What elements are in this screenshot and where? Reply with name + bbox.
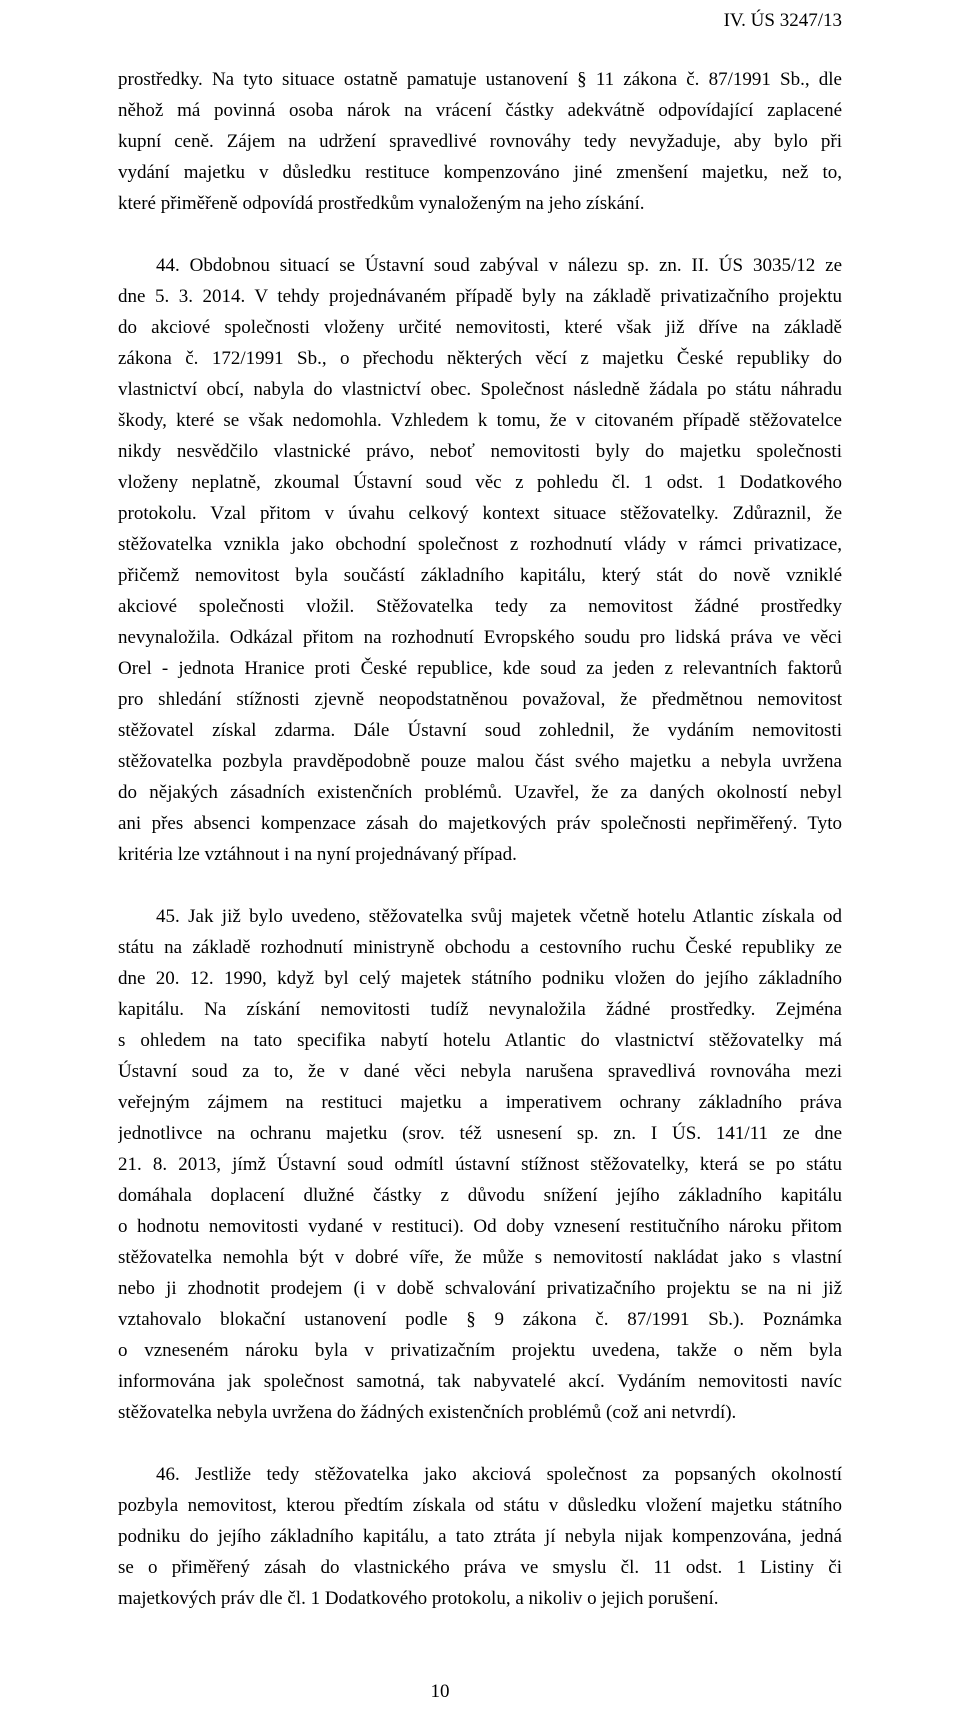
text-line: 21. 8. 2013, jímž Ústavní soud odmítl ústavní stížnost stěžovatelky, která se po státu — [118, 1154, 842, 1175]
text-line: stěžovatelka nebyla uvržena do žádných existenčních problémů (což ani netvrdí). — [118, 1402, 737, 1423]
text-line: s ohledem na tato specifika nabytí hotelu Atlantic do vlastnictví stěžovatelky má — [118, 1030, 842, 1051]
page-number: 10 — [430, 1681, 450, 1702]
case-number-header: IV. ÚS 3247/13 — [723, 10, 842, 31]
text-line: ani přes absenci kompenzace zásah do majetkových práv společnosti nepřiměřený. Tyto — [118, 813, 842, 834]
text-line: o vzneseném nároku byla v privatizačním projektu uvedena, takže o něm byla — [118, 1340, 842, 1361]
text-line: jednotlivce na ochranu majetku (srov. též usnesení sp. zn. I ÚS. 141/11 ze dne — [118, 1123, 842, 1144]
text-line: domáhala doplacení dlužné částky z důvodu snížení jejího základního kapitálu — [118, 1185, 842, 1206]
text-line: dne 20. 12. 1990, když byl celý majetek státního podniku vložen do jejího základního — [118, 968, 842, 989]
text-line: vztahovalo blokační ustanovení podle § 9 zákona č. 87/1991 Sb.). Poznámka — [118, 1309, 842, 1330]
text-line: 44. Obdobnou situací se Ústavní soud zabýval v nálezu sp. zn. II. ÚS 3035/12 ze — [156, 255, 842, 276]
text-line: stěžovatelka nemohla být v dobré víře, že může s nemovitostí nakládat jako s vlastní — [118, 1247, 842, 1268]
text-line: kapitálu. Na získání nemovitosti tudíž nevynaložila žádné prostředky. Zejména — [118, 999, 842, 1020]
text-line: kupní ceně. Zájem na udržení spravedlivé rovnováhy tedy nevyžaduje, aby bylo při — [118, 131, 842, 152]
text-line: informována jak společnost samotná, tak nabyvatelé akcí. Vydáním nemovitosti navíc — [118, 1371, 842, 1392]
text-line: státu na základě rozhodnutí ministryně obchodu a cestovního ruchu České republiky ze — [118, 937, 842, 958]
text-line: stěžovatelka vznikla jako obchodní společnost z rozhodnutí vlády v rámci privatizace, — [118, 534, 842, 555]
text-line: stěžovatelka pozbyla pravděpodobně pouze malou část svého majetku a nebyla uvržena — [118, 751, 842, 772]
text-line: veřejným zájmem na restituci majetku a imperativem ochrany základního práva — [118, 1092, 842, 1113]
text-line: se o přiměřený zásah do vlastnického práva ve smyslu čl. 11 odst. 1 Listiny či — [118, 1557, 842, 1578]
text-line: přičemž nemovitost byla součástí základního kapitálu, který stát do nově vzniklé — [118, 565, 842, 586]
text-line: 46. Jestliže tedy stěžovatelka jako akciová společnost za popsaných okolností — [156, 1464, 842, 1485]
document-body — [118, 64, 842, 1645]
text-line: nikdy nesvědčilo vlastnické právo, neboť nemovitosti byly do majetku společnosti — [118, 441, 842, 462]
text-line: majetkových práv dle čl. 1 Dodatkového protokolu, a nikoliv o jejich porušení. — [118, 1588, 719, 1609]
text-line: vlastnictví obcí, nabyla do vlastnictví obec. Společnost následně žádala po státu náhradu — [118, 379, 842, 400]
text-line: podniku do jejího základního kapitálu, a tato ztráta jí nebyla nijak kompenzována, jedná — [118, 1526, 842, 1547]
text-line: vloženy neplatně, zkoumal Ústavní soud věc z pohledu čl. 1 odst. 1 Dodatkového — [118, 472, 842, 493]
text-line: pozbyla nemovitost, kterou předtím získala od státu v důsledku vložení majetku státního — [118, 1495, 842, 1516]
text-line: škody, které se však nedomohla. Vzhledem k tomu, že v citovaném případě stěžovatelce — [118, 410, 842, 431]
text-line: pro shledání stížnosti zjevně neopodstatněnou považoval, že předmětnou nemovitost — [118, 689, 842, 710]
text-line: prostředky. Na tyto situace ostatně pamatuje ustanovení § 11 zákona č. 87/1991 Sb., dle — [118, 69, 842, 90]
text-line: něhož má povinná osoba nárok na vrácení částky adekvátně odpovídající zaplacené — [118, 100, 842, 121]
text-line: nebo ji zhodnotit prodejem (i v době schvalování privatizačního projektu se na ni již — [118, 1278, 842, 1299]
text-line: vydání majetku v důsledku restituce kompenzováno jiné zmenšení majetku, než to, — [118, 162, 842, 183]
text-line: kritéria lze vztáhnout i na nyní projednávaný případ. — [118, 844, 517, 865]
paragraph — [118, 901, 842, 1428]
paragraph-continuation — [118, 64, 842, 219]
text-line: nevynaložila. Odkázal přitom na rozhodnutí Evropského soudu pro lidská práva ve věci — [118, 627, 842, 648]
text-line: zákona č. 172/1991 Sb., o přechodu některých věcí z majetku České republiky do — [118, 348, 842, 369]
text-line: do nějakých zásadních existenčních problémů. Uzavřel, že za daných okolností nebyl — [118, 782, 842, 803]
text-line: 45. Jak již bylo uvedeno, stěžovatelka svůj majetek včetně hotelu Atlantic získala od — [156, 906, 842, 927]
text-line: Orel - jednota Hranice proti České republice, kde soud za jeden z relevantních faktorů — [118, 658, 842, 679]
text-line: akciové společnosti vložil. Stěžovatelka tedy za nemovitost žádné prostředky — [118, 596, 842, 617]
text-line: dne 5. 3. 2014. V tehdy projednávaném případě byly na základě privatizačního projektu — [118, 286, 842, 307]
text-line: stěžovatel získal zdarma. Dále Ústavní soud zohlednil, že vydáním nemovitosti — [118, 720, 842, 741]
text-line: Ústavní soud za to, že v dané věci nebyla narušena spravedlivá rovnováha mezi — [118, 1061, 842, 1082]
text-line: o hodnotu nemovitosti vydané v restituci). Od doby vznesení restitučního nároku přitom — [118, 1216, 842, 1237]
paragraph — [118, 1459, 842, 1614]
text-line: které přiměřeně odpovídá prostředkům vynaloženým na jeho získání. — [118, 193, 645, 214]
paragraph — [118, 250, 842, 870]
text-line: protokolu. Vzal přitom v úvahu celkový kontext situace stěžovatelky. Zdůraznil, že — [118, 503, 842, 524]
text-line: do akciové společnosti vloženy určité nemovitosti, které však již dříve na základě — [118, 317, 842, 338]
